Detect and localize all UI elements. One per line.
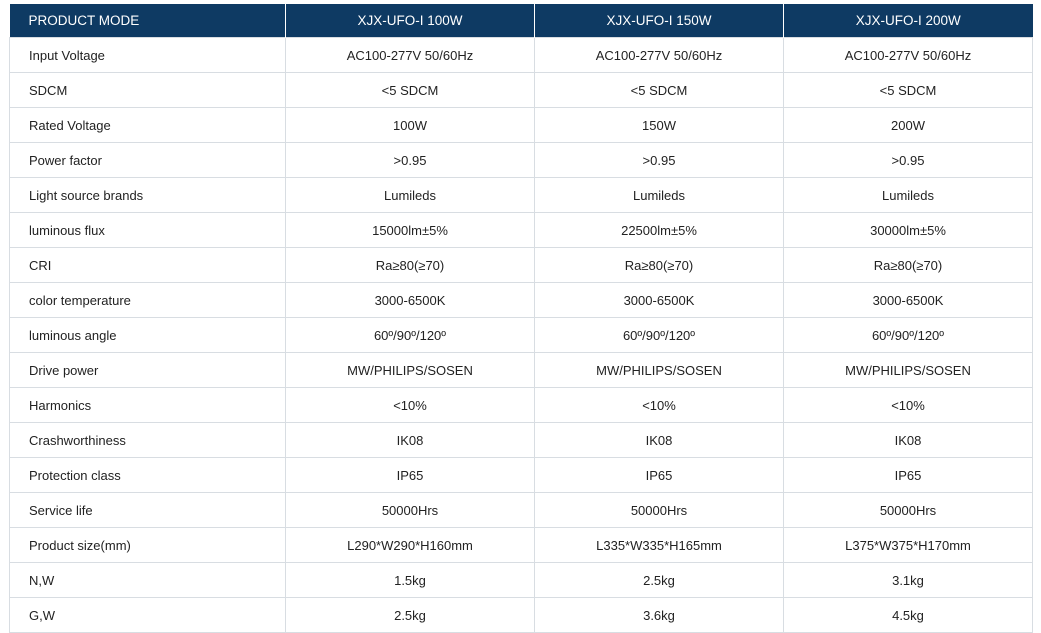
row-label: CRI [10,248,286,283]
row-value: L375*W375*H170mm [784,528,1033,563]
row-label: N,W [10,563,286,598]
row-label: Drive power [10,353,286,388]
row-label: Harmonics [10,388,286,423]
row-value: Ra≥80(≥70) [535,248,784,283]
header-model-1: XJX-UFO-I 100W [286,4,535,38]
row-value: IK08 [286,423,535,458]
row-value: Ra≥80(≥70) [286,248,535,283]
row-value: 3000-6500K [535,283,784,318]
row-value: AC100-277V 50/60Hz [286,38,535,73]
row-value: 60º/90º/120º [784,318,1033,353]
row-value: IP65 [784,458,1033,493]
row-value: 3.1kg [784,563,1033,598]
table-row [10,213,1033,248]
table-row [10,108,1033,143]
row-label: Rated Voltage [10,108,286,143]
row-value: MW/PHILIPS/SOSEN [286,353,535,388]
row-value: L335*W335*H165mm [535,528,784,563]
row-value: 15000lm±5% [286,213,535,248]
row-value: 150W [535,108,784,143]
row-value: 60º/90º/120º [286,318,535,353]
row-value: 3000-6500K [784,283,1033,318]
table-row [10,318,1033,353]
table-row [10,598,1033,633]
table-row [10,143,1033,178]
table-row [10,353,1033,388]
row-value: 3000-6500K [286,283,535,318]
header-model-2: XJX-UFO-I 150W [535,4,784,38]
row-label: Product size(mm) [10,528,286,563]
row-value: IP65 [286,458,535,493]
row-value: 1.5kg [286,563,535,598]
row-value: IK08 [535,423,784,458]
row-value: <10% [535,388,784,423]
header-model-3: XJX-UFO-I 200W [784,4,1033,38]
row-label: SDCM [10,73,286,108]
row-value: Lumileds [286,178,535,213]
row-value: IP65 [535,458,784,493]
row-value: MW/PHILIPS/SOSEN [784,353,1033,388]
row-value: 100W [286,108,535,143]
row-value: 4.5kg [784,598,1033,633]
product-specification-table [9,4,1033,633]
row-value: L290*W290*H160mm [286,528,535,563]
row-value: MW/PHILIPS/SOSEN [535,353,784,388]
table-header [10,4,1033,38]
table-row [10,248,1033,283]
header-product-mode: PRODUCT MODE [10,4,286,38]
table-row [10,283,1033,318]
row-value: >0.95 [286,143,535,178]
row-label: color temperature [10,283,286,318]
table-row [10,528,1033,563]
row-value: <5 SDCM [784,73,1033,108]
table-row [10,493,1033,528]
row-label: Light source brands [10,178,286,213]
row-value: 50000Hrs [784,493,1033,528]
row-label: Crashworthiness [10,423,286,458]
row-label: G,W [10,598,286,633]
header-row [10,4,1033,38]
row-label: luminous flux [10,213,286,248]
row-value: 50000Hrs [286,493,535,528]
table-row [10,458,1033,493]
row-value: Lumileds [784,178,1033,213]
row-value: >0.95 [535,143,784,178]
table-row [10,388,1033,423]
row-value: AC100-277V 50/60Hz [784,38,1033,73]
row-value: 30000lm±5% [784,213,1033,248]
table-row [10,73,1033,108]
row-value: 2.5kg [535,563,784,598]
row-label: luminous angle [10,318,286,353]
row-value: AC100-277V 50/60Hz [535,38,784,73]
table-row [10,38,1033,73]
row-value: 3.6kg [535,598,784,633]
row-value: <5 SDCM [286,73,535,108]
table-body [10,38,1033,633]
row-value: <10% [784,388,1033,423]
row-label: Input Voltage [10,38,286,73]
row-label: Power factor [10,143,286,178]
row-label: Service life [10,493,286,528]
row-value: IK08 [784,423,1033,458]
row-value: 200W [784,108,1033,143]
row-value: 50000Hrs [535,493,784,528]
table-row [10,178,1033,213]
row-value: >0.95 [784,143,1033,178]
row-value: <10% [286,388,535,423]
table-row [10,423,1033,458]
row-value: 60º/90º/120º [535,318,784,353]
row-value: Lumileds [535,178,784,213]
table-row [10,563,1033,598]
row-value: 22500lm±5% [535,213,784,248]
row-value: <5 SDCM [535,73,784,108]
row-label: Protection class [10,458,286,493]
row-value: 2.5kg [286,598,535,633]
row-value: Ra≥80(≥70) [784,248,1033,283]
